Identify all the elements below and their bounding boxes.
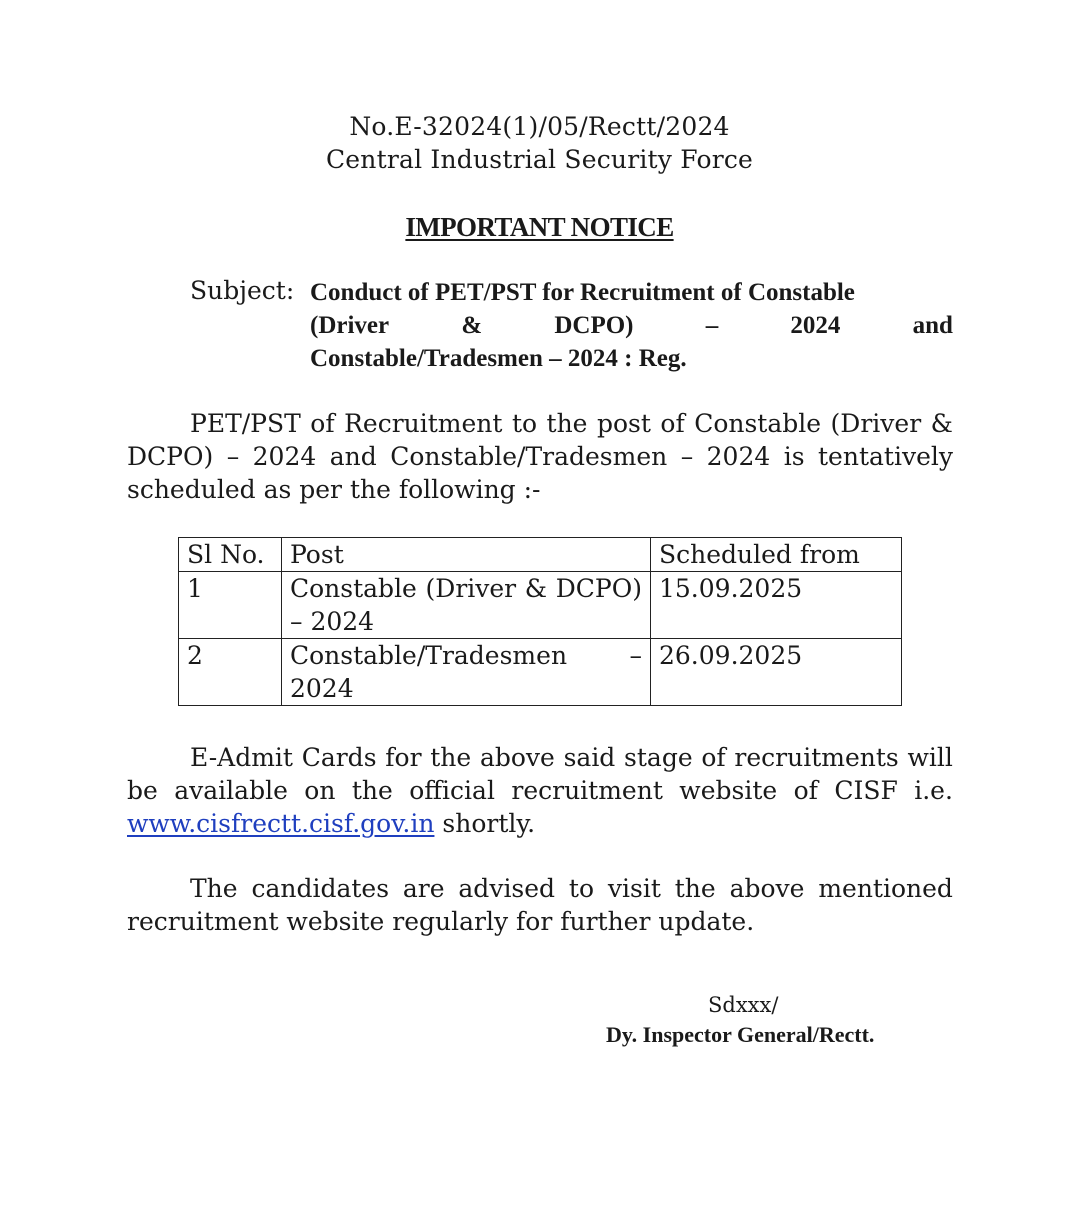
word: advised xyxy=(458,874,556,903)
word: and xyxy=(912,312,953,339)
word: (Driver xyxy=(830,409,922,438)
body-paragraph xyxy=(127,407,953,506)
word: the xyxy=(674,874,716,903)
sl-cell: 1 xyxy=(179,572,282,639)
word: the xyxy=(351,776,393,805)
word: & xyxy=(930,409,953,438)
word: visit xyxy=(607,874,661,903)
word: DCPO) xyxy=(127,442,214,471)
word: will xyxy=(907,743,953,772)
word: recruitments xyxy=(734,743,899,772)
subject-line: Constable/Tradesmen – 2024 : Reg. xyxy=(310,345,687,372)
word: – xyxy=(680,442,694,471)
word: the xyxy=(546,409,588,438)
word: tentatively xyxy=(818,442,953,471)
word: DCPO) xyxy=(554,312,634,339)
subject-text xyxy=(310,276,953,375)
paragraph-line xyxy=(127,872,953,905)
word: CISF xyxy=(834,776,898,805)
word: Constable/Tradesmen xyxy=(390,442,668,471)
word: i.e. xyxy=(914,776,953,805)
word: DCPO) xyxy=(555,574,642,603)
recruitment-website-link[interactable]: www.cisfrectt.cisf.gov.in xyxy=(127,809,435,838)
word: be xyxy=(127,776,158,805)
signature-title: Dy. Inspector General/Rectt. xyxy=(606,1022,875,1047)
table-row xyxy=(179,639,902,706)
schedule-table xyxy=(178,537,902,706)
word: on xyxy=(304,776,336,805)
table-header-row xyxy=(179,538,902,572)
subject-label: Subject: xyxy=(190,276,295,305)
paragraph-line xyxy=(127,407,953,440)
word: are xyxy=(402,874,445,903)
word: recruitment xyxy=(511,776,663,805)
word: of xyxy=(793,776,818,805)
signature-name: Sdxxx/ xyxy=(708,993,779,1017)
header-cell: Scheduled from xyxy=(651,538,902,572)
post-cell xyxy=(282,639,651,706)
date-cell: 26.09.2025 xyxy=(651,639,902,706)
table-row xyxy=(179,572,902,639)
header-cell: Post xyxy=(282,538,651,572)
body-paragraph xyxy=(127,872,953,938)
header-cell: Sl No. xyxy=(179,538,282,572)
word: (Driver xyxy=(310,312,390,339)
post-line xyxy=(290,572,642,605)
date-cell: 15.09.2025 xyxy=(651,572,902,639)
paragraph-line xyxy=(127,807,953,840)
post-cell xyxy=(282,572,651,639)
word: available xyxy=(174,776,288,805)
post-line: – 2024 xyxy=(290,607,375,636)
paragraph-line xyxy=(127,741,953,774)
word: Constable/Tradesmen xyxy=(290,641,568,670)
paragraph-line: scheduled as per the following :- xyxy=(127,475,541,504)
paragraph-text: shortly. xyxy=(434,809,536,838)
organization-name: Central Industrial Security Force xyxy=(325,145,754,174)
subject-line: Conduct of PET/PST for Recruitment of Constable xyxy=(310,279,855,306)
paragraph-line xyxy=(127,774,953,807)
word: for xyxy=(385,743,422,772)
word: to xyxy=(568,874,595,903)
word: – xyxy=(226,442,240,471)
word: candidates xyxy=(251,874,390,903)
word: is xyxy=(783,442,805,471)
word: the xyxy=(430,743,472,772)
word: 2024 xyxy=(706,442,771,471)
word: & xyxy=(461,312,483,339)
paragraph-line xyxy=(127,440,953,473)
word: of xyxy=(660,409,685,438)
word: – xyxy=(629,641,642,670)
word: PET/PST xyxy=(190,409,301,438)
body-paragraph xyxy=(127,741,953,840)
word: official xyxy=(409,776,495,805)
word: of xyxy=(701,743,726,772)
reference-number: No.E-32024(1)/05/Rectt/2024 xyxy=(349,112,730,141)
word: website xyxy=(679,776,778,805)
word: (Driver xyxy=(425,574,517,603)
subject-line xyxy=(310,309,953,342)
word: 2024 xyxy=(252,442,317,471)
word: Recruitment xyxy=(344,409,503,438)
word: mentioned xyxy=(818,874,953,903)
word: The xyxy=(190,874,238,903)
word: of xyxy=(310,409,335,438)
word: Cards xyxy=(301,743,377,772)
word: stage xyxy=(624,743,693,772)
word: said xyxy=(563,743,616,772)
word: post xyxy=(596,409,651,438)
word: and xyxy=(329,442,377,471)
word: above xyxy=(479,743,555,772)
word: to xyxy=(511,409,538,438)
word: 2024 xyxy=(790,312,841,339)
notice-title: IMPORTANT NOTICE xyxy=(405,212,674,242)
word: Constable xyxy=(290,574,417,603)
sl-cell: 2 xyxy=(179,639,282,706)
word: & xyxy=(524,574,548,603)
paragraph-line: recruitment website regularly for further update. xyxy=(127,907,755,936)
word: Constable xyxy=(694,409,822,438)
word: E-Admit xyxy=(190,743,293,772)
word: – xyxy=(705,312,719,339)
post-line: 2024 xyxy=(290,674,354,703)
post-line xyxy=(290,639,642,672)
word: above xyxy=(729,874,805,903)
